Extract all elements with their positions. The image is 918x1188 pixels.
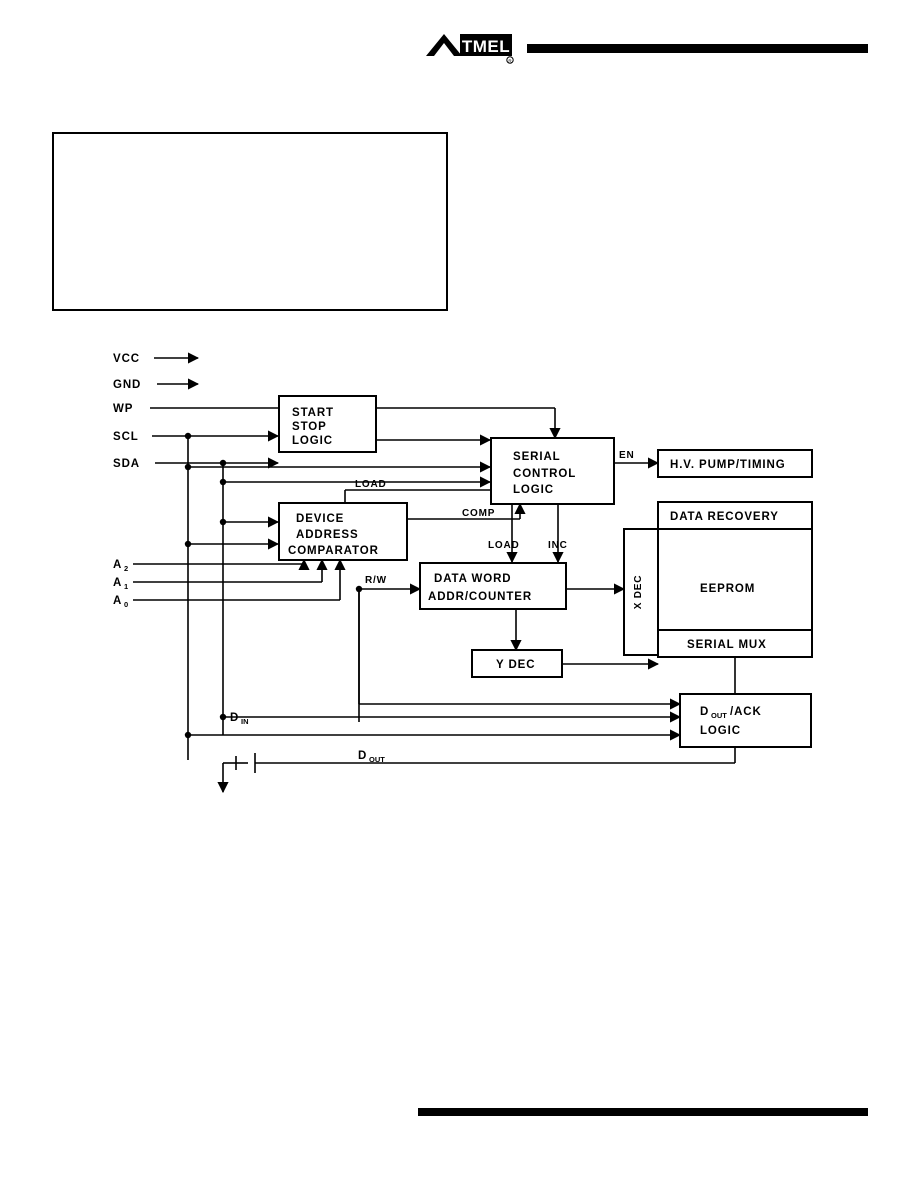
header-rule (527, 44, 868, 53)
wire-label-rw: R/W (365, 575, 387, 586)
wire-label-inc: INC (548, 540, 568, 551)
signal-label-dout: D (358, 750, 368, 762)
block-label-data-recovery: DATA RECOVERY (670, 511, 779, 523)
block-label-control: CONTROL (513, 468, 577, 480)
wire-label-load-1: LOAD (355, 479, 387, 490)
block-label-device: DEVICE (296, 513, 345, 525)
block-label-y-dec: Y DEC (496, 659, 536, 671)
signal-label-a1: A (113, 577, 123, 589)
block-label-logic: LOGIC (292, 435, 333, 447)
signal-label-scl: SCL (113, 431, 139, 443)
signal-label-din: D (230, 712, 240, 724)
block-label-dout-sub: OUT (711, 711, 727, 720)
block-label-hv-pump: H.V. PUMP/TIMING (670, 459, 786, 471)
block-label-addr-counter: ADDR/COUNTER (428, 591, 533, 603)
signal-label-a0-sub: 0 (124, 600, 129, 609)
signal-label-gnd: GND (113, 379, 142, 391)
signal-label-a2-sub: 2 (124, 564, 129, 573)
block-label-dout: D (700, 706, 710, 718)
atmel-logo (424, 30, 516, 66)
block-dout-ack-logic (680, 694, 811, 747)
wire-label-en: EN (619, 450, 635, 461)
signal-label-a2: A (113, 559, 123, 571)
wire-label-comp: COMP (462, 508, 496, 519)
svg-text:R: R (508, 58, 512, 64)
signal-label-din-sub: IN (241, 717, 249, 726)
signal-label-a0: A (113, 595, 123, 607)
block-label-stop: STOP (292, 421, 327, 433)
block-label-eeprom: EEPROM (700, 583, 756, 595)
svg-text:TMEL: TMEL (461, 37, 511, 56)
wire-label-load-2: LOAD (488, 540, 520, 551)
block-label-logic3: LOGIC (700, 725, 741, 737)
block-label-serial-mux: SERIAL MUX (687, 639, 767, 651)
footer-rule (418, 1108, 868, 1116)
block-label-comparator: COMPARATOR (288, 545, 379, 557)
block-label-address: ADDRESS (296, 529, 359, 541)
signal-label-a1-sub: 1 (124, 582, 129, 591)
block-label-x-dec: X DEC (633, 574, 644, 610)
block-label-logic2: LOGIC (513, 484, 554, 496)
feature-box (52, 132, 448, 311)
block-diagram (0, 330, 918, 830)
signal-label-vcc: VCC (113, 353, 140, 365)
signal-label-sda: SDA (113, 458, 140, 470)
signal-label-wp: WP (113, 403, 134, 415)
block-label-ack: /ACK (730, 706, 762, 718)
block-label-serial: SERIAL (513, 451, 561, 463)
block-label-data-word: DATA WORD (434, 573, 512, 585)
signal-label-dout-sub: OUT (369, 755, 385, 764)
block-label-start: START (292, 407, 334, 419)
